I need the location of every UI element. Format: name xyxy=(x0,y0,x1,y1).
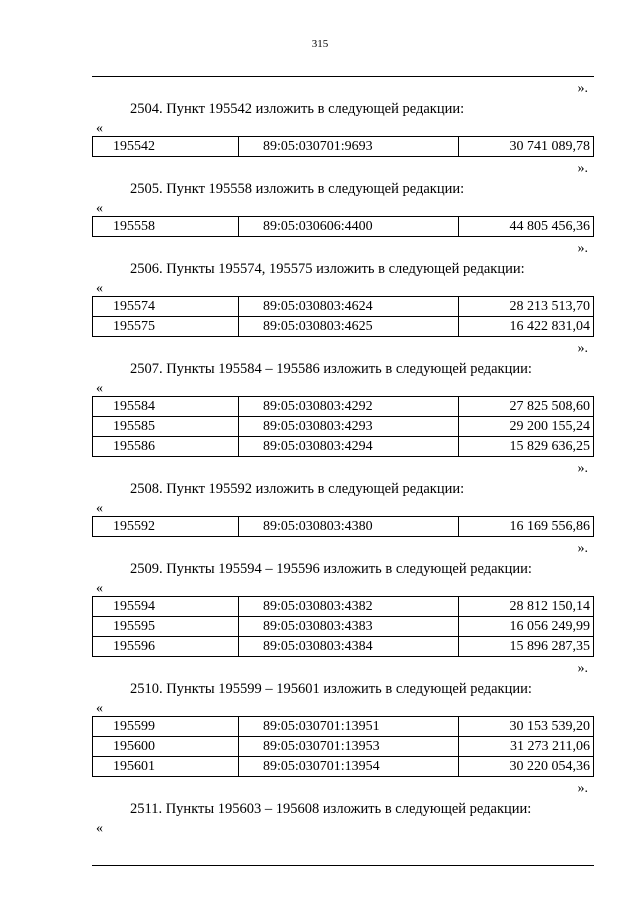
cadastral-number-cell: 89:05:030803:4292 xyxy=(239,397,459,417)
amendment-table xyxy=(92,216,594,237)
table-row xyxy=(93,637,594,657)
opening-quote: « xyxy=(96,701,103,716)
table-row xyxy=(93,517,594,537)
amendment-table xyxy=(92,136,594,157)
cadastral-number-cell: 89:05:030606:4400 xyxy=(239,217,459,237)
cadastral-number-cell: 89:05:030701:13954 xyxy=(239,757,459,777)
amendment-heading: 2510. Пункты 195599 – 195601 изложить в следующей редакции: xyxy=(130,681,532,697)
value-cell: 44 805 456,36 xyxy=(459,217,594,237)
document-body xyxy=(92,79,594,836)
closing-quote: ». xyxy=(577,461,588,476)
value-cell: 29 200 155,24 xyxy=(459,417,594,437)
item-number-cell: 195596 xyxy=(93,637,239,657)
closing-quote: ». xyxy=(577,661,588,676)
value-cell: 27 825 508,60 xyxy=(459,397,594,417)
closing-quote: ». xyxy=(577,241,588,256)
amendment-table xyxy=(92,716,594,777)
value-cell: 31 273 211,06 xyxy=(459,737,594,757)
bottom-rule xyxy=(92,865,594,866)
table-row xyxy=(93,137,594,157)
item-number-cell: 195558 xyxy=(93,217,239,237)
value-cell: 16 169 556,86 xyxy=(459,517,594,537)
amendment-table xyxy=(92,516,594,537)
amendment-table xyxy=(92,596,594,657)
opening-quote: « xyxy=(96,381,103,396)
item-number-cell: 195585 xyxy=(93,417,239,437)
item-number-cell: 195574 xyxy=(93,297,239,317)
item-number-cell: 195542 xyxy=(93,137,239,157)
closing-quote: ». xyxy=(577,341,588,356)
table-row xyxy=(93,217,594,237)
cadastral-number-cell: 89:05:030803:4624 xyxy=(239,297,459,317)
table-row xyxy=(93,417,594,437)
cadastral-number-cell: 89:05:030701:13951 xyxy=(239,717,459,737)
item-number-cell: 195592 xyxy=(93,517,239,537)
table-row xyxy=(93,737,594,757)
amendment-heading: 2506. Пункты 195574, 195575 изложить в следующей редакции: xyxy=(130,261,525,277)
item-number-cell: 195600 xyxy=(93,737,239,757)
cadastral-number-cell: 89:05:030803:4294 xyxy=(239,437,459,457)
amendment-heading: 2511. Пункты 195603 – 195608 изложить в следующей редакции: xyxy=(130,801,532,817)
item-number-cell: 195599 xyxy=(93,717,239,737)
opening-quote: « xyxy=(96,821,103,836)
value-cell: 16 422 831,04 xyxy=(459,317,594,337)
opening-quote: « xyxy=(96,201,103,216)
table-row xyxy=(93,597,594,617)
cadastral-number-cell: 89:05:030803:4293 xyxy=(239,417,459,437)
closing-quote: ». xyxy=(577,781,588,796)
item-number-cell: 195586 xyxy=(93,437,239,457)
table-row xyxy=(93,397,594,417)
opening-quote: « xyxy=(96,501,103,516)
opening-quote: « xyxy=(96,581,103,596)
table-row xyxy=(93,317,594,337)
closing-quote: ». xyxy=(577,541,588,556)
item-number-cell: 195594 xyxy=(93,597,239,617)
table-row xyxy=(93,437,594,457)
item-number-cell: 195584 xyxy=(93,397,239,417)
value-cell: 15 896 287,35 xyxy=(459,637,594,657)
opening-quote: « xyxy=(96,281,103,296)
cadastral-number-cell: 89:05:030803:4625 xyxy=(239,317,459,337)
item-number-cell: 195575 xyxy=(93,317,239,337)
cadastral-number-cell: 89:05:030803:4383 xyxy=(239,617,459,637)
table-row xyxy=(93,617,594,637)
value-cell: 30 741 089,78 xyxy=(459,137,594,157)
page-number: 315 xyxy=(311,38,329,50)
cadastral-number-cell: 89:05:030803:4382 xyxy=(239,597,459,617)
amendment-heading: 2509. Пункты 195594 – 195596 изложить в следующей редакции: xyxy=(130,561,532,577)
item-number-cell: 195601 xyxy=(93,757,239,777)
cadastral-number-cell: 89:05:030803:4380 xyxy=(239,517,459,537)
cadastral-number-cell: 89:05:030803:4384 xyxy=(239,637,459,657)
table-row xyxy=(93,757,594,777)
value-cell: 28 213 513,70 xyxy=(459,297,594,317)
amendment-heading: 2505. Пункт 195558 изложить в следующей редакции: xyxy=(130,181,465,197)
amendment-table xyxy=(92,296,594,337)
top-rule xyxy=(92,76,594,77)
cadastral-number-cell: 89:05:030701:13953 xyxy=(239,737,459,757)
value-cell: 28 812 150,14 xyxy=(459,597,594,617)
amendment-heading: 2508. Пункт 195592 изложить в следующей редакции: xyxy=(130,481,465,497)
amendment-heading: 2504. Пункт 195542 изложить в следующей редакции: xyxy=(130,101,465,117)
cadastral-number-cell: 89:05:030701:9693 xyxy=(239,137,459,157)
closing-quote: ». xyxy=(577,161,588,176)
item-number-cell: 195595 xyxy=(93,617,239,637)
closing-quote: ». xyxy=(577,81,588,96)
amendment-heading: 2507. Пункты 195584 – 195586 изложить в следующей редакции: xyxy=(130,361,532,377)
amendment-table xyxy=(92,396,594,457)
table-row xyxy=(93,297,594,317)
value-cell: 16 056 249,99 xyxy=(459,617,594,637)
opening-quote: « xyxy=(96,121,103,136)
value-cell: 30 153 539,20 xyxy=(459,717,594,737)
table-row xyxy=(93,717,594,737)
value-cell: 15 829 636,25 xyxy=(459,437,594,457)
value-cell: 30 220 054,36 xyxy=(459,757,594,777)
